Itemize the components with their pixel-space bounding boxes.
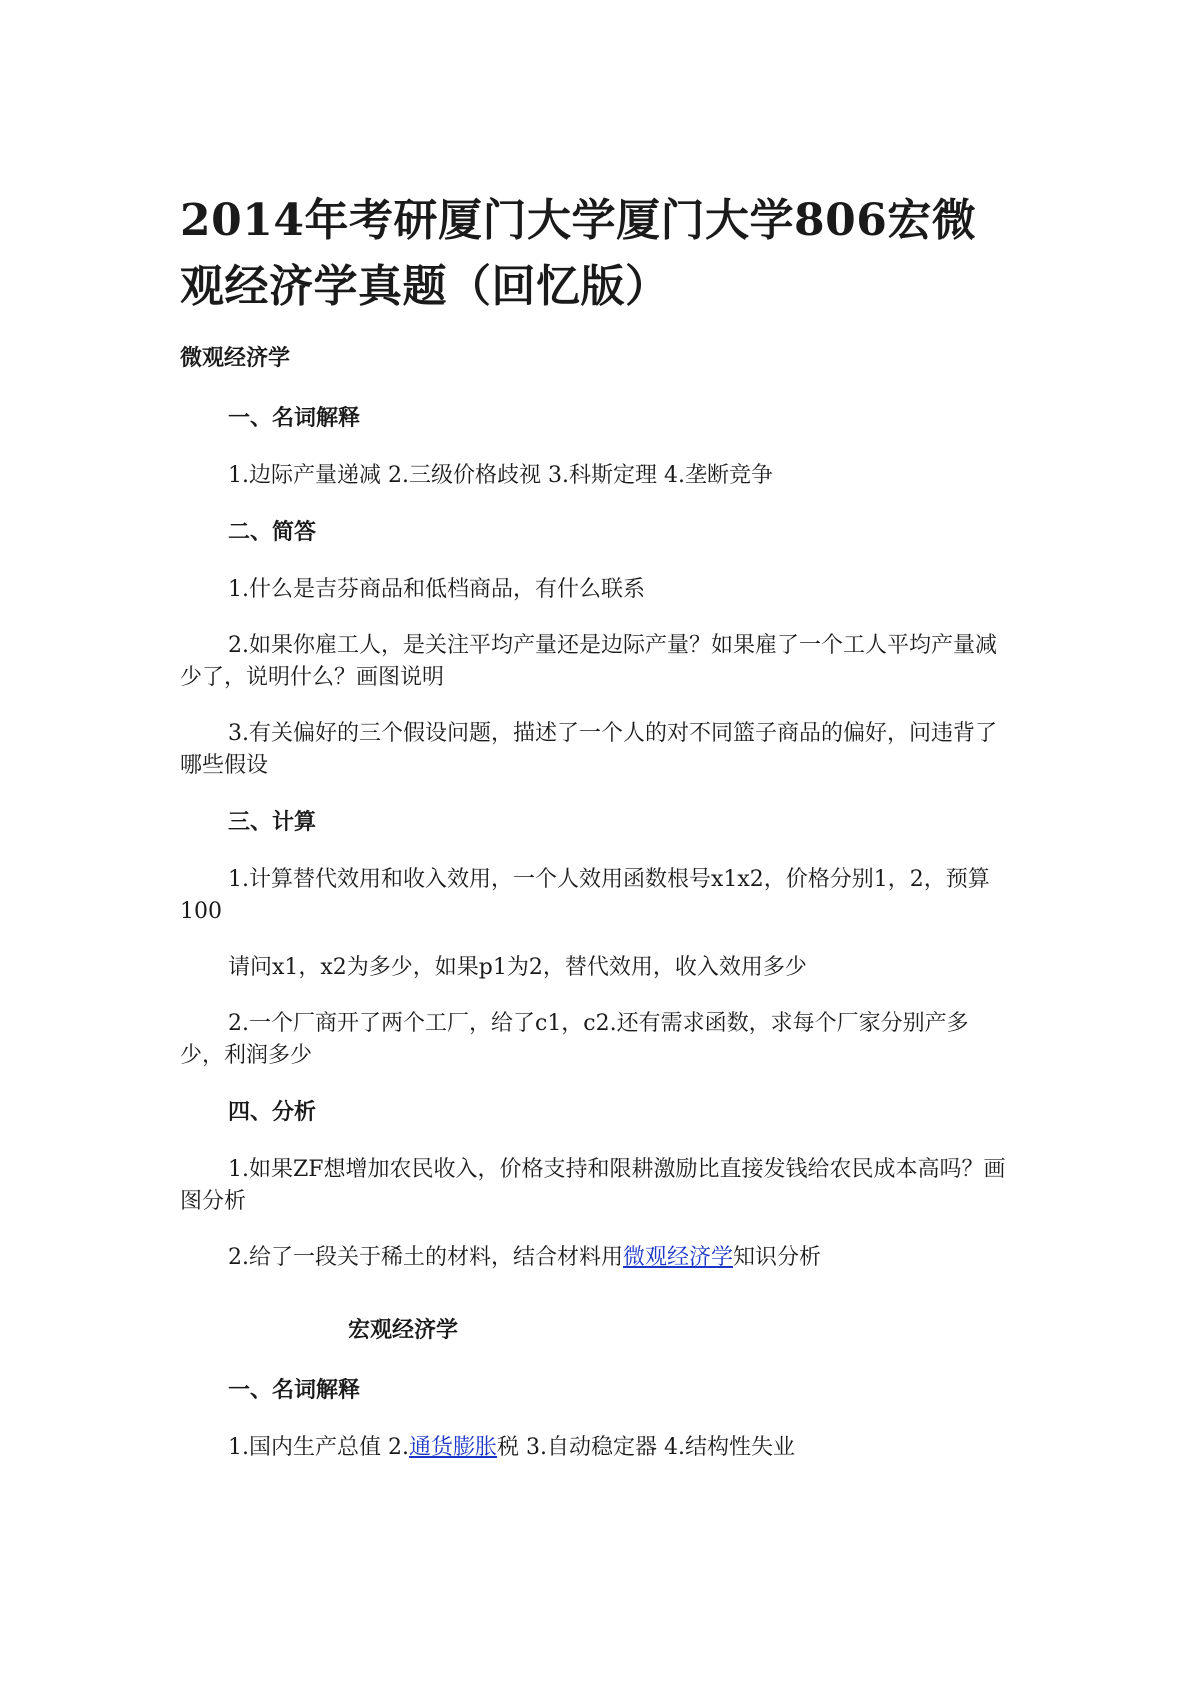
- micro-short-answer-q1: 1.什么是吉芬商品和低档商品，有什么联系: [228, 577, 645, 602]
- micro-calculation-heading: 三、计算: [228, 810, 317, 835]
- micro-definitions-heading: 一、名词解释: [228, 406, 361, 431]
- micro-calculation-q1-followup: 请问x1，x2为多少，如果p1为2，替代效用，收入效用多少: [228, 955, 807, 980]
- macro-definitions-heading: 一、名词解释: [228, 1378, 361, 1403]
- micro-section-heading: 微观经济学: [180, 346, 291, 371]
- micro-short-answer-q3: 3.有关偏好的三个假设问题，描述了一个人的对不同篮子商品的偏好，问违背了哪些假设: [180, 721, 997, 778]
- micro-short-answer-heading: 二、简答: [228, 520, 317, 545]
- micro-calculation-q2: 2.一个厂商开了两个工厂，给了c1，c2.还有需求函数，求每个厂家分别产多少，利润多少: [180, 1011, 969, 1068]
- micro-short-answer-q2: 2.如果你雇工人，是关注平均产量还是边际产量？如果雇了一个工人平均产量减少了，说明什么？画图说明: [180, 633, 997, 690]
- micro-analysis-heading: 四、分析: [228, 1100, 317, 1125]
- micro-analysis-q2-suffix: 知识分析: [733, 1245, 822, 1270]
- macro-definitions-items: [180, 1432, 1010, 1464]
- micro-calculation-q1: 1.计算替代效用和收入效用，一个人效用函数根号x1x2，价格分别1，2，预算100: [180, 867, 990, 924]
- inflation-link[interactable]: 通货膨胀: [408, 1435, 497, 1460]
- macro-definitions-suffix: 税 3.自动稳定器 4.结构性失业: [497, 1435, 795, 1460]
- micro-analysis-q2: [180, 1242, 1010, 1274]
- micro-definitions-items: 1.边际产量递减 2.三级价格歧视 3.科斯定理 4.垄断竞争: [228, 463, 773, 488]
- document-title: 2014年考研厦门大学厦门大学806宏微观经济学真题（回忆版）: [180, 195, 977, 312]
- macro-section-heading: 宏观经济学: [348, 1318, 459, 1343]
- document-page: [180, 188, 1010, 1488]
- macro-definitions-text: 1.国内生产总值 2.: [228, 1435, 409, 1460]
- micro-analysis-q1: 1.如果ZF想增加农民收入，价格支持和限耕激励比直接发钱给农民成本高吗？画图分析: [180, 1157, 1006, 1214]
- microeconomics-link[interactable]: 微观经济学: [623, 1245, 734, 1270]
- micro-analysis-q2-text: 2.给了一段关于稀土的材料，结合材料用: [228, 1245, 623, 1270]
